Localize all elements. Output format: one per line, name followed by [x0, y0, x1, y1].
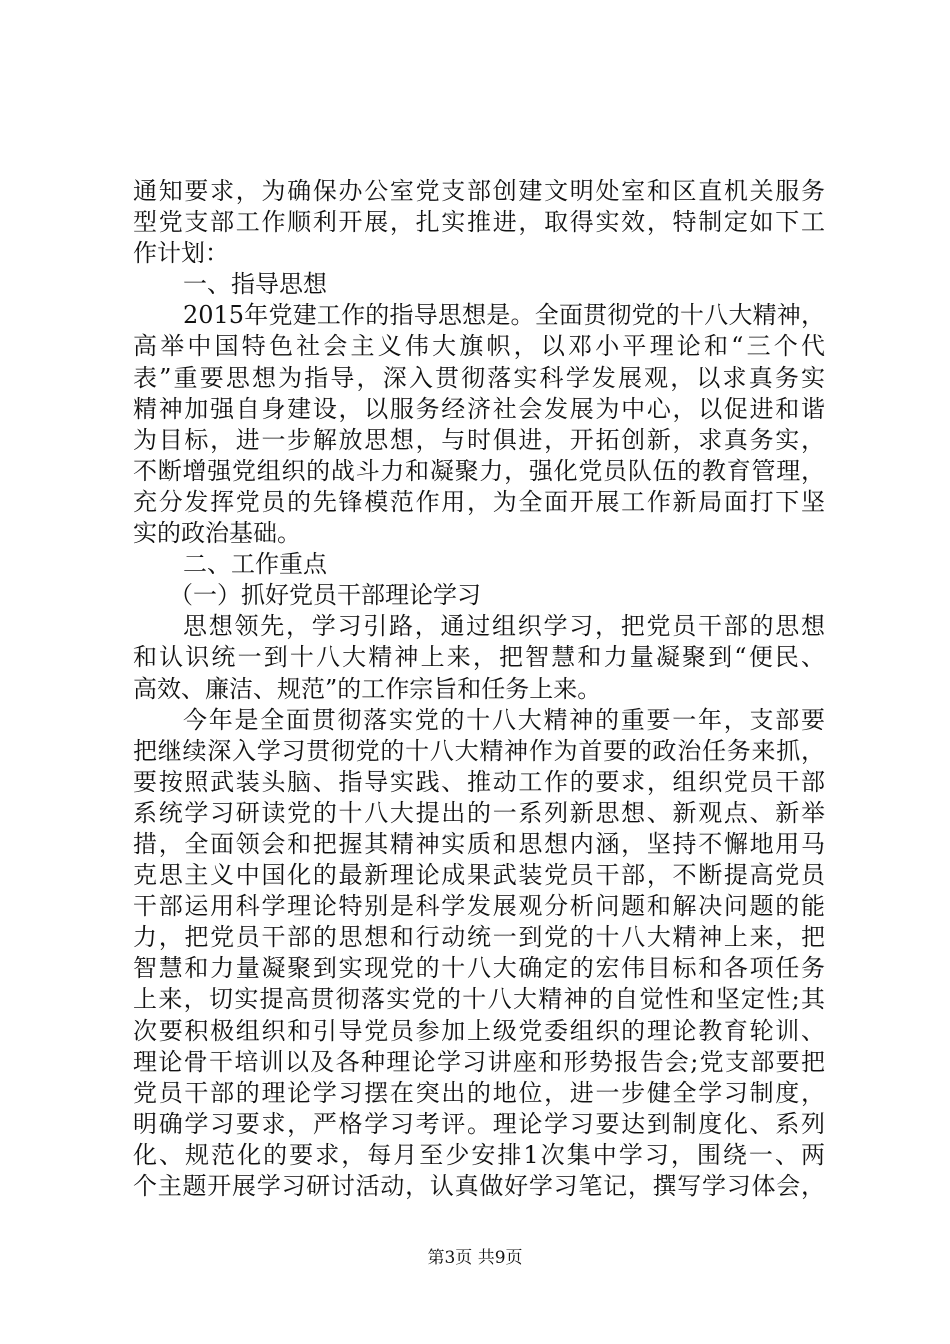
text-line: 充分发挥党员的先锋模范作用，为全面开展工作新局面打下坚	[133, 487, 825, 516]
text-line: 表”重要思想为指导，深入贯彻落实科学发展观，以求真务实	[133, 363, 825, 392]
text-line: 精神加强自身建设，以服务经济社会发展为中心，以促进和谐	[133, 394, 825, 423]
text-line: 实的政治基础。	[133, 519, 301, 548]
text-line: 理论骨干培训以及各种理论学习讲座和形势报告会;党支部要把	[133, 1047, 825, 1076]
text-line: 个主题开展学习研讨活动，认真做好学习笔记，撰写学习体会，	[133, 1172, 825, 1200]
subsection-heading: （一）抓好党员干部理论学习	[169, 581, 481, 610]
text-line: 今年是全面贯彻落实党的十八大精神的重要一年，支部要	[183, 705, 825, 734]
text-line: 作计划：	[133, 239, 229, 268]
text-line: 干部运用科学理论特别是科学发展观分析问题和解决问题的能	[133, 892, 825, 921]
text-line: 思想领先，学习引路，通过组织学习，把党员干部的思想	[183, 612, 825, 641]
text-line: 智慧和力量凝聚到实现党的十八大确定的宏伟目标和各项任务	[133, 954, 825, 983]
text-line: 把继续深入学习贯彻党的十八大精神作为首要的政治任务来抓，	[133, 736, 825, 765]
text-line: 高举中国特色社会主义伟大旗帜，以邓小平理论和“三个代	[133, 332, 825, 361]
text-line: 党员干部的理论学习摆在突出的地位，进一步健全学习制度，	[133, 1078, 825, 1107]
document-body	[133, 176, 825, 1202]
section-heading: 一、指导思想	[183, 270, 327, 299]
text-line: 克思主义中国化的最新理论成果武装党员干部，不断提高党员	[133, 861, 825, 890]
text-line: 高效、廉洁、规范”的工作宗旨和任务上来。	[133, 674, 602, 703]
text-line: 上来，切实提高贯彻落实党的十八大精神的自觉性和坚定性;其	[133, 985, 825, 1014]
text-line: 力，把党员干部的思想和行动统一到党的十八大精神上来，把	[133, 923, 825, 952]
text-line: 不断增强党组织的战斗力和凝聚力，强化党员队伍的教育管理，	[133, 456, 825, 485]
page-number-footer: 第3页 共9页	[427, 1248, 523, 1268]
text-line: 要按照武装头脑、指导实践、推动工作的要求，组织党员干部	[133, 767, 825, 796]
text-line: 和认识统一到十八大精神上来，把智慧和力量凝聚到“便民、	[133, 643, 825, 672]
text-line: 型党支部工作顺利开展，扎实推进，取得实效，特制定如下工	[133, 208, 825, 237]
text-line: 化、规范化的要求，每月至少安排1次集中学习，围绕一、两	[133, 1140, 825, 1169]
text-line: 为目标，进一步解放思想，与时俱进，开拓创新，求真务实，	[133, 425, 825, 454]
text-line: 通知要求，为确保办公室党支部创建文明处室和区直机关服务	[133, 177, 825, 205]
text-line: 2015年党建工作的指导思想是。全面贯彻党的十八大精神，	[183, 301, 825, 330]
text-line: 系统学习研读党的十八大提出的一系列新思想、新观点、新举	[133, 798, 825, 827]
text-line: 明确学习要求，严格学习考评。理论学习要达到制度化、系列	[133, 1109, 825, 1138]
section-heading: 二、工作重点	[183, 550, 327, 579]
text-line: 措，全面领会和把握其精神实质和思想内涵，坚持不懈地用马	[133, 829, 825, 858]
text-line: 次要积极组织和引导党员参加上级党委组织的理论教育轮训、	[133, 1016, 825, 1045]
